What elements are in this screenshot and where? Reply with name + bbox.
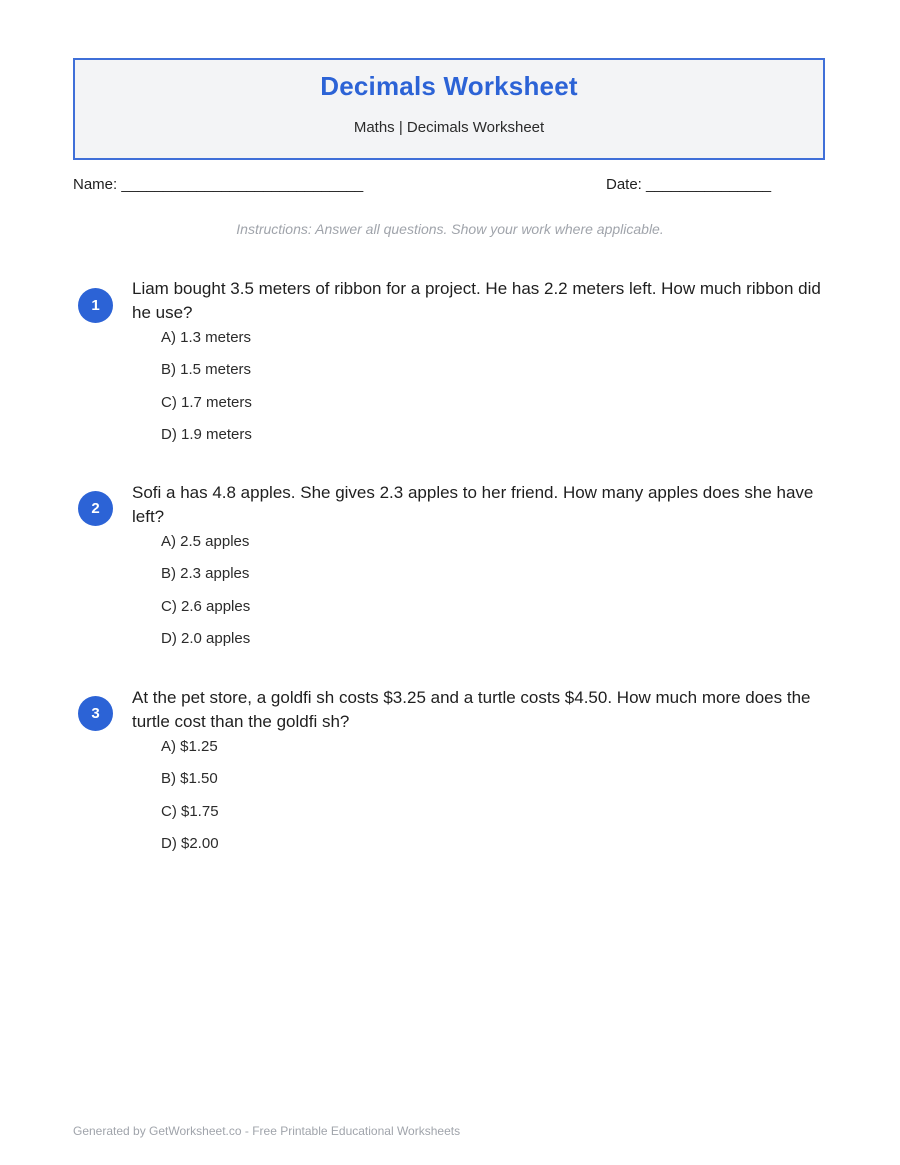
- answer-option-c: C) 2.6 apples: [161, 597, 251, 615]
- name-field: Name: _____________________________: [73, 176, 364, 193]
- question-text: At the pet store, a goldfi sh costs $3.25 and a turtle costs $4.50. How much more does the turtle cost than the goldfi sh?: [132, 688, 811, 731]
- answer-option-a: A) 1.3 meters: [161, 329, 252, 346]
- question-number-badge: 2: [78, 491, 113, 526]
- answer-option-a: A) 2.5 apples: [161, 533, 250, 550]
- answer-option-d: D) $2.00: [161, 835, 219, 853]
- answer-option-d: D) 1.9 meters: [161, 426, 252, 444]
- answer-option-b: B) $1.50: [161, 770, 218, 788]
- instructions: Instructions: Answer all questions. Show your work where applicable.: [236, 221, 664, 237]
- answer-option-a: A) $1.25: [161, 738, 218, 755]
- question-number-badge: 3: [78, 696, 113, 731]
- answer-options: [161, 533, 250, 663]
- page-subtitle: Maths | Decimals Worksheet: [353, 119, 545, 136]
- page-title: Decimals Worksheet: [320, 71, 578, 101]
- answer-option-b: B) 1.5 meters: [161, 361, 252, 379]
- answer-options: [161, 329, 252, 459]
- answer-option-d: D) 2.0 apples: [161, 630, 251, 648]
- answer-option-b: B) 2.3 apples: [161, 565, 250, 583]
- answer-options: [161, 738, 219, 868]
- question-text: Sofi a has 4.8 apples. She gives 2.3 apples to her friend. How many apples does she have left?: [132, 483, 814, 526]
- footer-credit: Generated by GetWorksheet.co - Free Printable Educational Worksheets: [73, 1124, 461, 1138]
- question-text: Liam bought 3.5 meters of ribbon for a project. He has 2.2 meters left. How much ribbon did he use?: [132, 279, 821, 322]
- answer-option-c: C) $1.75: [161, 802, 219, 820]
- question-number-badge: 1: [78, 288, 113, 323]
- worksheet-header: [73, 58, 825, 160]
- answer-option-c: C) 1.7 meters: [161, 393, 252, 411]
- date-field: Date: _______________: [606, 176, 772, 193]
